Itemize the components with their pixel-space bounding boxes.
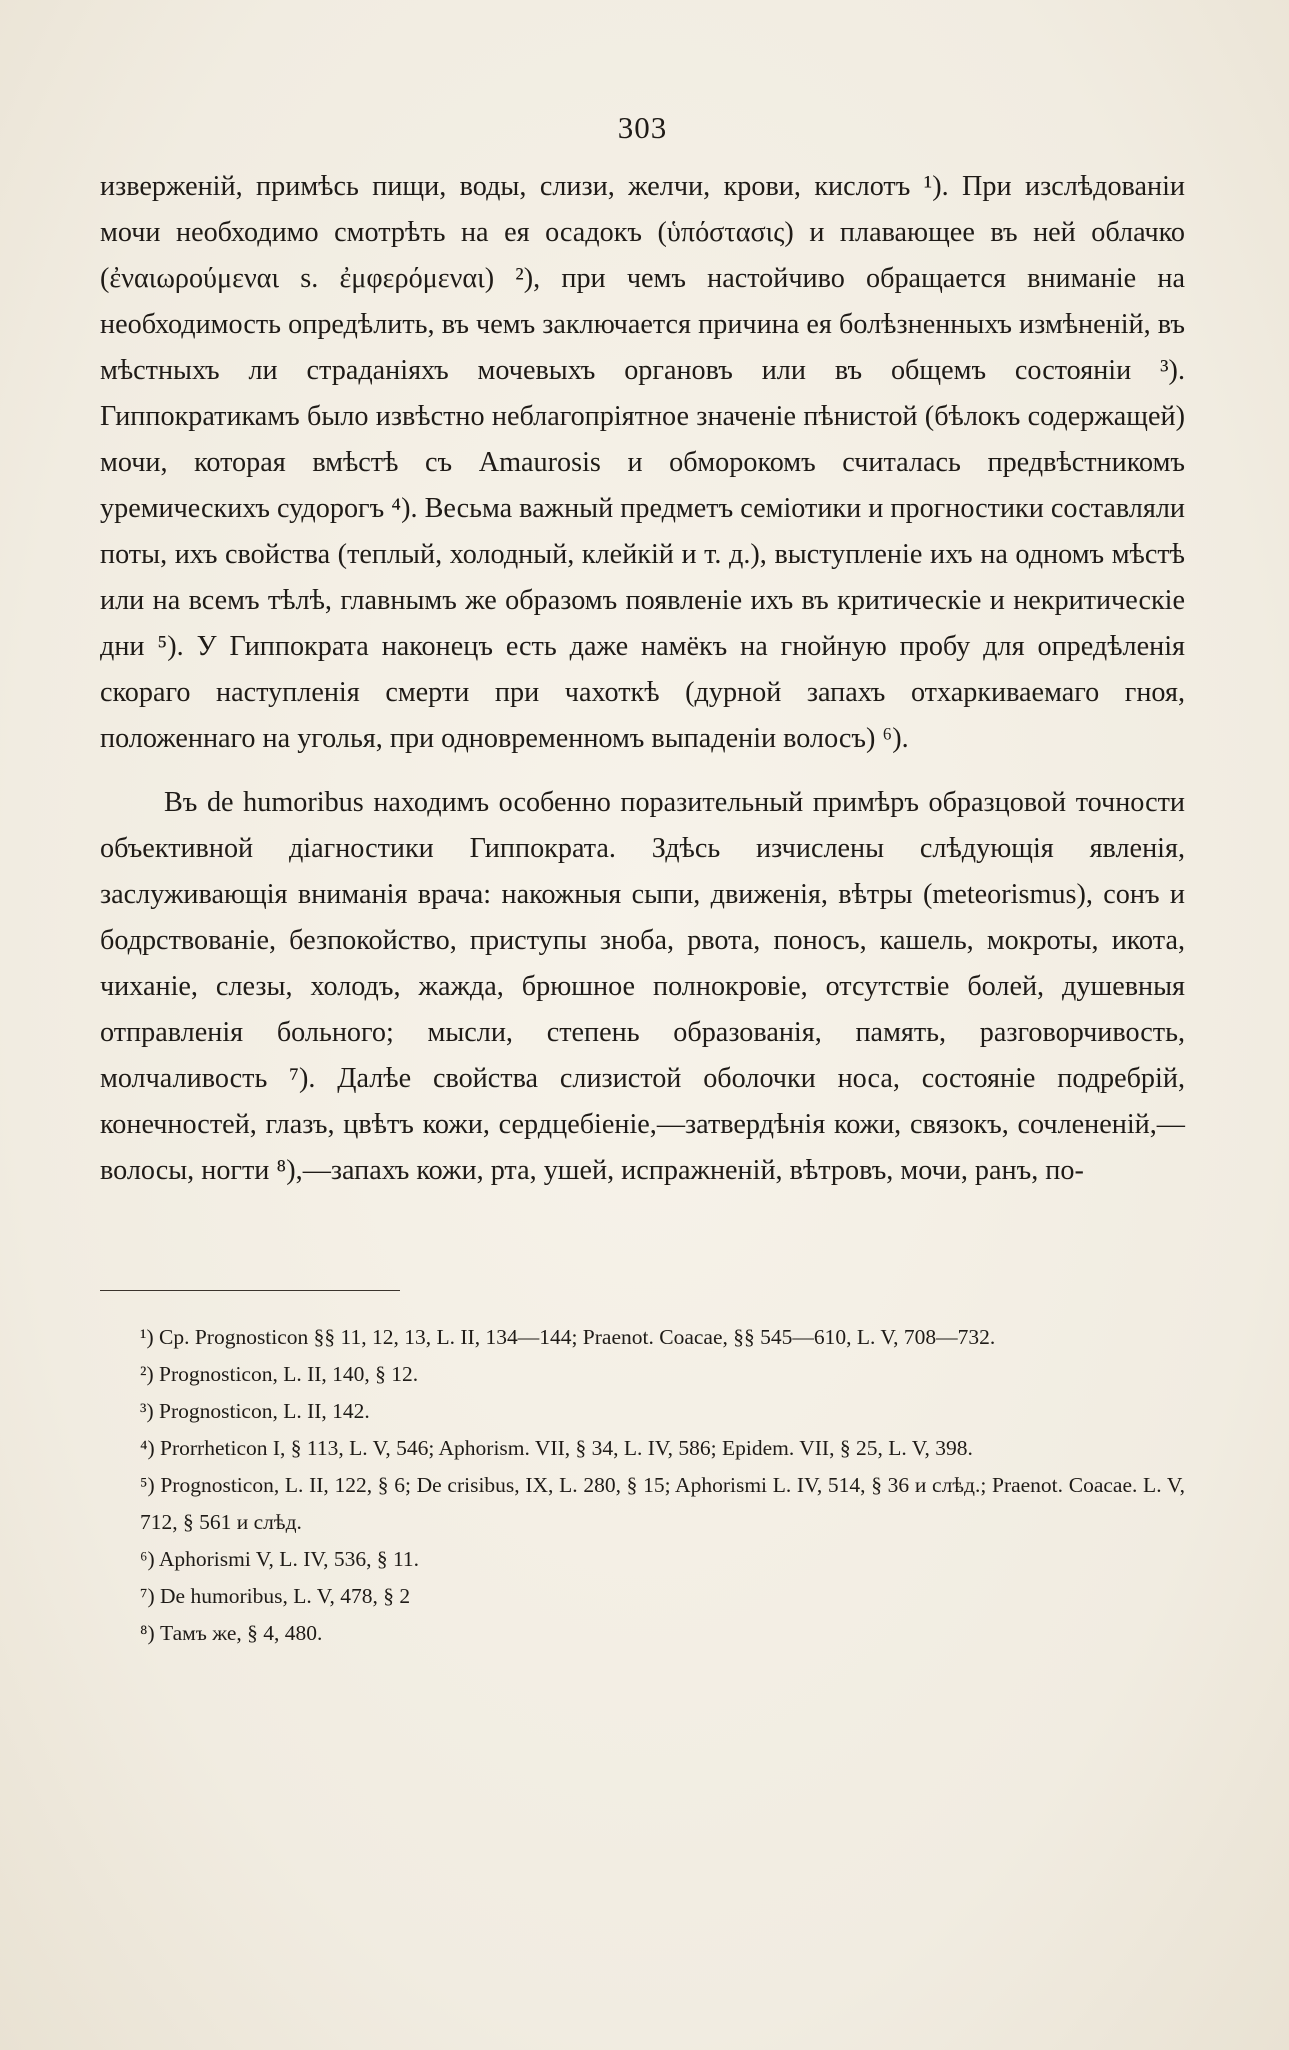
footnote-divider bbox=[100, 1290, 400, 1291]
paragraph-1: изверженій, примѣсь пищи, воды, слизи, желчи, крови, кислотъ ¹). При изслѣдованіи мочи необходимо смотрѣть на ея осадокъ (ὑπόστασις) и плавающее въ ней облачко (ἐναιωρούμεναι s. ἐμφερόμεναι) ²), при чемъ настойчиво обращается вниманіе на необходимость опредѣлить, въ чемъ заключается причина ея болѣзненныхъ измѣненій, въ мѣстныхъ ли страданіяхъ мочевыхъ органовъ или въ общемъ состояніи ³). Гиппократикамъ было извѣстно неблагопріятное значеніе пѣнистой (бѣлокъ содержащей) мочи, которая вмѣстѣ съ Amaurosis и обморокомъ считалась предвѣстникомъ уремическихъ судорогъ ⁴). Весьма важный предметъ семіотики и прогностики составляли поты, ихъ свойства (теплый, холодный, клейкій и т. д.), выступленіе ихъ на одномъ мѣстѣ или на всемъ тѣлѣ, главнымъ же образомъ появленіе ихъ въ критическіе и некритическіе дни ⁵). У Гиппократа наконецъ есть даже намёкъ на гнойную пробу для опредѣленія скораго наступленія смерти при чахоткѣ (дурной запахъ отхаркиваемаго гноя, положеннаго на уголья, при одновременномъ выпаденіи волосъ) ⁶). bbox=[100, 171, 1185, 754]
footnote-1: ¹) Cp. Prognosticon §§ 11, 12, 13, L. II, 134—144; Praenot. Coacae, §§ 545—610, L. V, 708—732. bbox=[140, 1325, 996, 1349]
footnote-2: ²) Prognosticon, L. II, 140, § 12. bbox=[140, 1362, 419, 1386]
footnote-3: ³) Prognosticon, L. II, 142. bbox=[140, 1399, 370, 1423]
footnote-4: ⁴) Prorrheticon I, § 113, L. V, 546; Aphorism. VII, § 34, L. IV, 586; Epidem. VII, § 25, L. V, 398. bbox=[140, 1436, 973, 1460]
page-number: 303 bbox=[617, 110, 668, 145]
footnote-6: ⁶) Aphorismi V, L. IV, 536, § 11. bbox=[140, 1547, 420, 1571]
footnote-7: ⁷) De humoribus, L. V, 478, § 2 bbox=[140, 1584, 411, 1608]
footnote-5: ⁵) Prognosticon, L. II, 122, § 6; De crisibus, IX, L. 280, § 15; Aphorismi L. IV, 514, § 36 и слѣд.; Praenot. Coacae. L. V, 712, § 561 и слѣд. bbox=[140, 1473, 1185, 1534]
paragraph-2: Въ de humoribus находимъ особенно поразительный примѣръ образцовой точности объективной діагностики Гиппократа. Здѣсь изчислены слѣдующія явленія, заслуживающія вниманія врача: накожныя сыпи, движенія, вѣтры (meteorismus), сонъ и бодрствованіе, безпокойство, приступы зноба, рвота, поносъ, кашель, мокроты, икота, чиханіе, слезы, холодъ, жажда, брюшное полнокровіе, отсутствіе болей, душевныя отправленія больного; мысли, степень образованія, память, разговорчивость, молчаливость ⁷). Далѣе свойства слизистой оболочки носа, состояніе подребрій, конечностей, глазъ, цвѣтъ кожи, сердцебіеніе,—затвердѣнія кожи, связокъ, сочлененій,—волосы, ногти ⁸),—запахъ кожи, рта, ушей, испражненій, вѣтровъ, мочи, ранъ, по- bbox=[100, 787, 1185, 1186]
footnotes bbox=[100, 1319, 1185, 1652]
footnote-8: ⁸) Тамъ же, § 4, 480. bbox=[140, 1621, 323, 1645]
